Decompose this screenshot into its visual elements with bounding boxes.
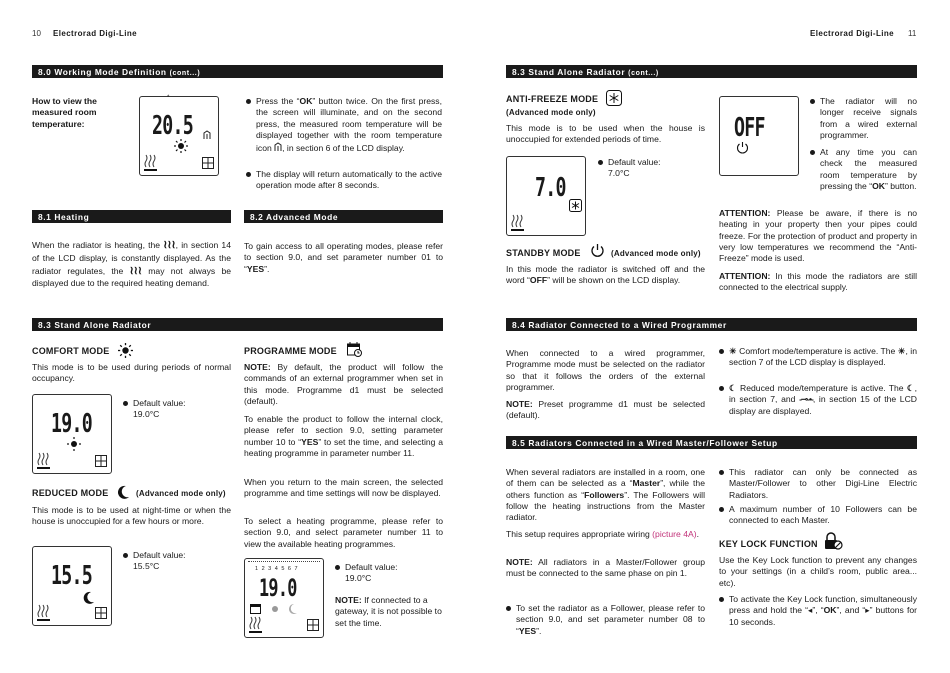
reduced-default: Default value: 15.5°C — [123, 550, 198, 573]
snowflake-icon — [569, 199, 582, 212]
heating-icon — [37, 453, 51, 469]
standby-bullet-1: The radiator will no longer receive signals from a wired external programmer. — [810, 96, 917, 141]
moon-icon: ☾ — [906, 383, 915, 393]
room-temp-icon — [203, 130, 211, 140]
lcd-value: 19.0 — [51, 409, 93, 439]
comfort-mode-text: This mode is to be used during periods of normal occupancy. — [32, 362, 231, 384]
picture-4a-link[interactable]: (picture 4A) — [652, 529, 697, 539]
wired-programmer-note: NOTE: Preset programme d1 must be selected (default). — [506, 399, 705, 421]
master-follower-text: When several radiators are installed in a room, one of them can be selected as a “Master”, while the others function as “Followers”. The Followers will follow the heating instructions from the Master radiator. — [506, 467, 705, 523]
attention-1: ATTENTION: Please be aware, if there is no heating in your property then your pipes could freeze. For the protection of product and property in very low temperatures we recommend the “Anti-Freeze” mode is used. — [719, 208, 918, 264]
lcd-anti-freeze — [506, 156, 586, 236]
follower-bullet: To set the radiator as a Follower, please refer to section 9.0, and set parameter number 08 to “YES”. — [506, 603, 705, 637]
programme-note-gateway: NOTE: If connected to a gateway, it is not possible to set the time. — [335, 595, 442, 628]
power-icon — [590, 243, 605, 258]
wired-bullet-reduced: ☾ Reduced mode/temperature is active. The ☾, in section 7, and -⊸-•-, in section 15 of the LCD display are displayed. — [719, 383, 917, 417]
lcd-value: 19.0 — [259, 574, 297, 602]
page-number-right: 11 — [908, 29, 917, 38]
wired-bullet-comfort: ☀ Comfort mode/temperature is active. The ☀, in section 7 of the LCD display is displayed. — [719, 346, 917, 369]
section-bar-8-3-cont: 8.3 Stand Alone Radiator (cont...) — [506, 65, 917, 78]
programme-text-4: To select a heating programme, please refer to section 9.0, and select parameter number 11 to view the available heating programmes. — [244, 516, 443, 549]
wired-programmer-text: When connected to a wired programmer, Programme mode must be selected on the radiator so that it follows the orders of the external programmer. — [506, 348, 705, 393]
section-bar-8-1: 8.1 Heating — [32, 210, 231, 223]
programme-text-2: To enable the product to follow the internal clock, please refer to section 9.0, setting parameter number 10 to “YES” to set the time, and selecting a heating programme in parameter number 11. — [244, 414, 444, 459]
key-lock-bullet: To activate the Key Lock function, simultaneously press and hold the “◂”, “OK”, and “▸” buttons for 10 seconds. — [719, 594, 917, 628]
window-icon — [307, 619, 319, 631]
lcd-value: OFF — [734, 113, 765, 143]
page-number-left: 10 — [32, 29, 41, 38]
power-icon — [736, 141, 749, 154]
master-follower-note: NOTE: All radiators in a Master/Follower group must be connected to the same phase on pin 1. — [506, 557, 705, 579]
header-title-right: Electrorad Digi-Line — [810, 29, 895, 38]
section-bar-8-3: 8.3 Stand Alone Radiator — [32, 318, 443, 331]
master-follower-bullet-1: This radiator can only be connected as Master/Follower to other Digi-Line Electric Radiators. — [719, 467, 917, 501]
standby-title: STANDBY MODE — [506, 248, 581, 258]
lcd-comfort — [32, 394, 112, 474]
anti-freeze-text: This mode is to be used when the house is unoccupied for extended periods of time. — [506, 123, 705, 145]
section-bar-8-2: 8.2 Advanced Mode — [244, 210, 443, 223]
lcd-value: 15.5 — [51, 561, 93, 591]
window-icon — [95, 607, 107, 619]
heating-icon-inline-1: ≀≀≀ — [163, 239, 176, 251]
heating-icon — [511, 215, 525, 231]
standby-bullet-2: At any time you can check the measured room temperature by pressing the “OK” button. — [810, 147, 917, 192]
snowflake-icon — [606, 90, 622, 106]
section-bar-8-5: 8.5 Radiators Connected in a Wired Master/Follower Setup — [506, 436, 917, 449]
moon-icon — [117, 485, 130, 499]
sun-icon — [118, 343, 133, 358]
wired-programmer-icon: -⊸-•- — [799, 394, 813, 405]
reduced-mode-text: This mode is to be used at night-time or when the house is unoccupied for a few hours or more. — [32, 505, 231, 527]
sun-icon — [174, 139, 188, 153]
key-lock-text: Use the Key Lock function to prevent any changes to your settings (in a child’s room, public area... etc). — [719, 555, 917, 588]
anti-freeze-title: ANTI-FREEZE MODE — [506, 94, 599, 104]
lcd-value: 7.0 — [535, 173, 566, 203]
window-icon — [202, 157, 214, 169]
calendar-icon — [250, 603, 261, 614]
key-lock-icon — [825, 533, 843, 550]
room-temp-icon-inline — [274, 142, 282, 152]
programme-days: 1 2 3 4 5 6 7 — [255, 566, 299, 572]
sun-icon — [67, 437, 81, 451]
bullet-view-temp-1: Press the “OK” button twice. On the first press, the screen will illuminate, and on the second press, the measured room temperature will be displayed together with the room temperature icon , in section 6 of the LCD display. — [246, 96, 442, 155]
wiring-text: This setup requires appropriate wiring (picture 4A). — [506, 529, 699, 539]
heating-text: When the radiator is heating, the ≀≀≀, in section 14 of the LCD display, is constantly displayed. As the radiator regulates, the ≀≀≀ may not always be displayed due to the required heating demand. — [32, 239, 232, 289]
sun-icon: ☀ — [729, 346, 737, 356]
programme-text-3: When you return to the main screen, the selected programme and time settings will now be displayed. — [244, 477, 443, 499]
standby-advanced-note: (Advanced mode only) — [611, 249, 701, 258]
comfort-default: Default value: 19.0°C — [123, 398, 198, 421]
heating-icon — [37, 605, 51, 621]
left-arrow-icon: ◂ — [808, 605, 813, 616]
comfort-mode-title: COMFORT MODE — [32, 346, 110, 356]
how-to-heading: How to view the measured room temperature: — [32, 96, 97, 129]
bullet-view-temp-2: The display will return automatically to the active operation mode after 8 seconds. — [246, 169, 442, 192]
attention-2: ATTENTION: In this mode the radiators are still connected to the electrical supply. — [719, 271, 917, 293]
programme-bar — [248, 561, 320, 565]
right-arrow-icon: ▸ — [865, 605, 870, 616]
reduced-advanced-note: (Advanced mode only) — [136, 489, 226, 498]
reduced-mode-title: REDUCED MODE — [32, 488, 109, 498]
calendar-clock-icon — [347, 342, 362, 357]
heating-icon-inline-2: ≀≀≀ — [129, 264, 142, 277]
lcd-programme — [244, 558, 324, 638]
anti-freeze-advanced-note: (Advanced mode only) — [506, 108, 596, 117]
anti-freeze-default: Default value: 7.0°C — [598, 157, 678, 180]
key-lock-title: KEY LOCK FUNCTION — [719, 539, 818, 549]
moon-icon: ☾ — [729, 383, 737, 393]
sun-icon — [269, 603, 281, 615]
header-title-left: Electrorad Digi-Line — [53, 29, 138, 38]
standby-text: In this mode the radiator is switched off and the word “OFF” will be shown on the LCD display. — [506, 264, 705, 286]
section-bar-8-0: 8.0 Working Mode Definition (cont...) — [32, 65, 443, 78]
lcd-reduced — [32, 546, 112, 626]
heating-icon — [144, 155, 158, 171]
lcd-off — [719, 96, 799, 176]
heating-icon — [249, 617, 263, 633]
master-follower-bullet-2: A maximum number of 10 Followers can be connected to each Master. — [719, 504, 917, 527]
sun-icon: ☀ — [897, 346, 906, 356]
moon-icon — [287, 603, 298, 615]
advanced-mode-text: To gain access to all operating modes, please refer to section 9.0, and set parameter number 01 to “YES”. — [244, 241, 443, 274]
programme-mode-title: PROGRAMME MODE — [244, 346, 337, 356]
programme-note-1: NOTE: By default, the product will follow the commands of an external programmer when set in this mode. Programme d1 must be selected (default). — [244, 362, 443, 407]
lcd-room-temp: * 20.5 — [139, 96, 219, 176]
moon-icon — [83, 591, 95, 604]
window-icon — [95, 455, 107, 467]
lcd-value: 20.5 — [152, 111, 194, 141]
programme-default: Default value: 19.0°C — [335, 562, 415, 585]
section-bar-8-4: 8.4 Radiator Connected to a Wired Programmer — [506, 318, 917, 331]
